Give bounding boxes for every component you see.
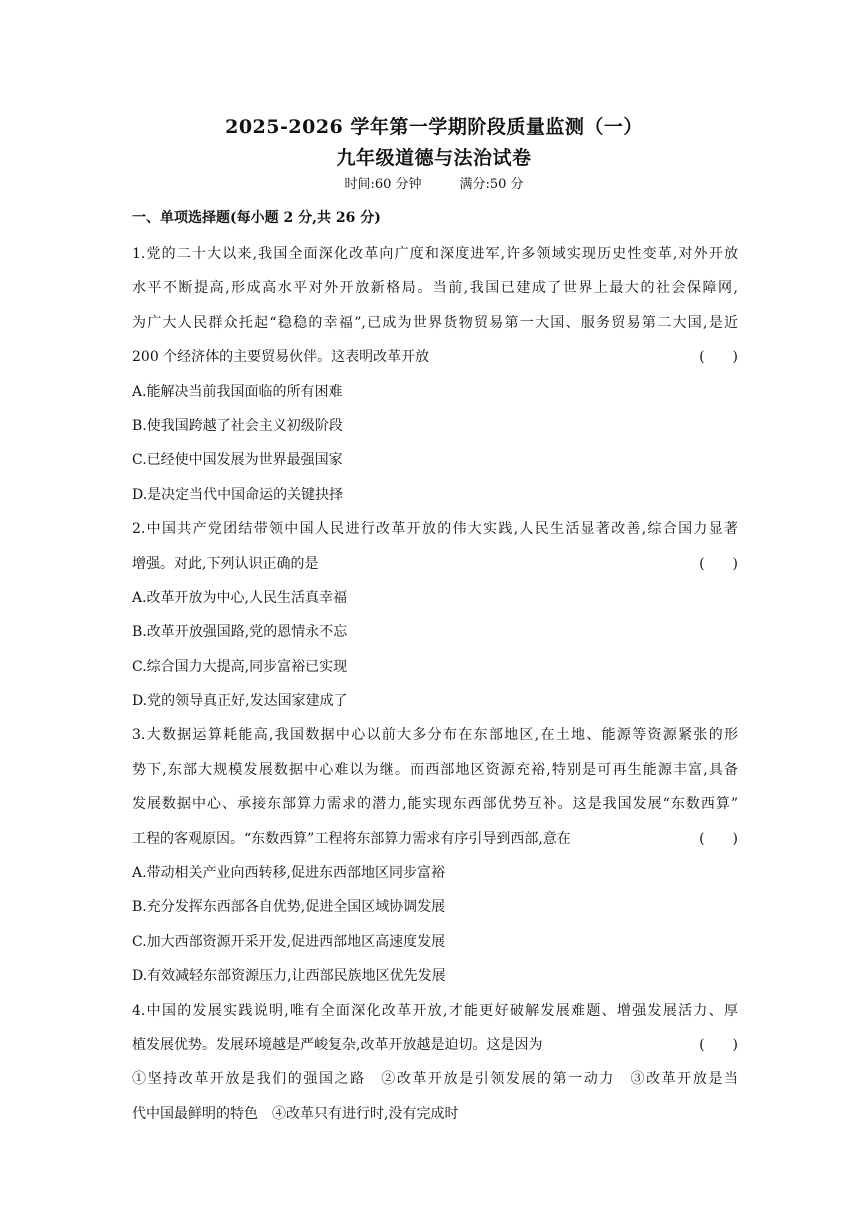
question-1-option-d: D.是决定当代中国命运的关键抉择 xyxy=(132,486,344,503)
question-4-stem-text: 植发展优势。发展环境越是严峻复杂,改革开放越是迫切。这是因为 xyxy=(132,1036,543,1053)
question-2-option-d: D.党的领导真正好,发达国家建成了 xyxy=(132,693,348,710)
question-1-stem-text: 200 个经济体的主要贸易伙伴。这表明改革开放 xyxy=(132,349,430,366)
question-3-option-b: B.充分发挥东西部各自优势,促进全国区域协调发展 xyxy=(132,899,446,916)
exam-meta xyxy=(0,173,868,192)
question-list xyxy=(132,237,738,1131)
question-1-stem-line: 1.党的二十大以来,我国全面深化改革向广度和深度进军,许多领域实现历史性变革,对外开放 xyxy=(132,246,738,262)
question-1-stem-line: 水平不断提高,形成高水平对外开放新格局。当前,我国已建成了世界上最大的社会保障网, xyxy=(132,280,738,297)
question-2-stem-text: 增强。对此,下列认识正确的是 xyxy=(132,555,319,572)
question-4-stem-last-line xyxy=(132,1028,738,1062)
question-3-stem-line: 发展数据中心、承接东部算力需求的潜力,能实现东西部优势互补。这是我国发展“东数西算” xyxy=(132,796,738,813)
question-3-stem-line: 3.大数据运算耗能高,我国数据中心以前大多分布在东部地区,在土地、能源等资源紧张的形 xyxy=(132,727,738,744)
question-4-stem-line: 4.中国的发展实践说明,唯有全面深化改革开放,才能更好破解发展难题、增强发展活力、厚 xyxy=(132,1002,738,1019)
question-3-option-d: D.有效减轻东部资源压力,让西部民族地区优先发展 xyxy=(132,968,446,985)
question-1-option-c: C.已经使中国发展为世界最强国家 xyxy=(132,452,343,469)
exam-time: 时间:60 分钟 xyxy=(344,177,422,192)
question-2-option-b: B.改革开放强国路,党的恩情永不忘 xyxy=(132,624,348,641)
question-2-stem-last-line xyxy=(132,547,738,581)
answer-bracket: ( ) xyxy=(699,349,738,366)
question-2-option-a: A.改革开放为中心,人民生活真幸福 xyxy=(132,589,348,606)
question-2-stem-line: 2.中国共产党团结带领中国人民进行改革开放的伟大实践,人民生活显著改善,综合国力显著 xyxy=(132,521,738,538)
question-1-stem-last-line xyxy=(132,340,738,374)
question-4-statements-line: 代中国最鲜明的特色 ④改革只有进行时,没有完成时 xyxy=(132,1105,459,1122)
question-1-stem-line: 为广大人民群众托起“稳稳的幸福”,已成为世界货物贸易第一大国、服务贸易第二大国,是近 xyxy=(132,314,738,331)
question-3-option-a: A.带动相关产业向西转移,促进东西部地区同步富裕 xyxy=(132,865,446,882)
exam-score: 满分:50 分 xyxy=(459,177,524,192)
answer-bracket: ( ) xyxy=(699,830,738,847)
exam-title: 2025-2026 学年第一学期阶段质量监测（一） xyxy=(225,116,643,138)
question-1-option-b: B.使我国跨越了社会主义初级阶段 xyxy=(132,417,343,434)
question-3-option-c: C.加大西部资源开采开发,促进西部地区高速度发展 xyxy=(132,933,446,950)
question-3-stem-line: 势下,东部大规模发展数据中心难以为继。而西部地区资源充裕,特别是可再生能源丰富,具备 xyxy=(132,761,738,778)
exam-subtitle: 九年级道德与法治试卷 xyxy=(336,147,532,169)
answer-bracket: ( ) xyxy=(699,555,738,572)
answer-bracket: ( ) xyxy=(699,1036,738,1053)
question-3-stem-last-line xyxy=(132,822,738,856)
question-3-stem-text: 工程的客观原因。“东数西算”工程将东部算力需求有序引导到西部,意在 xyxy=(132,830,571,847)
question-4-statements-line: ①坚持改革开放是我们的强国之路 ②改革开放是引领发展的第一动力 ③改革开放是当 xyxy=(132,1071,738,1088)
section-heading: 一、单项选择题(每小题 2 分,共 26 分) xyxy=(132,210,381,226)
question-2-option-c: C.综合国力大提高,同步富裕已实现 xyxy=(132,658,348,675)
question-1-option-a: A.能解决当前我国面临的所有困难 xyxy=(132,383,343,400)
